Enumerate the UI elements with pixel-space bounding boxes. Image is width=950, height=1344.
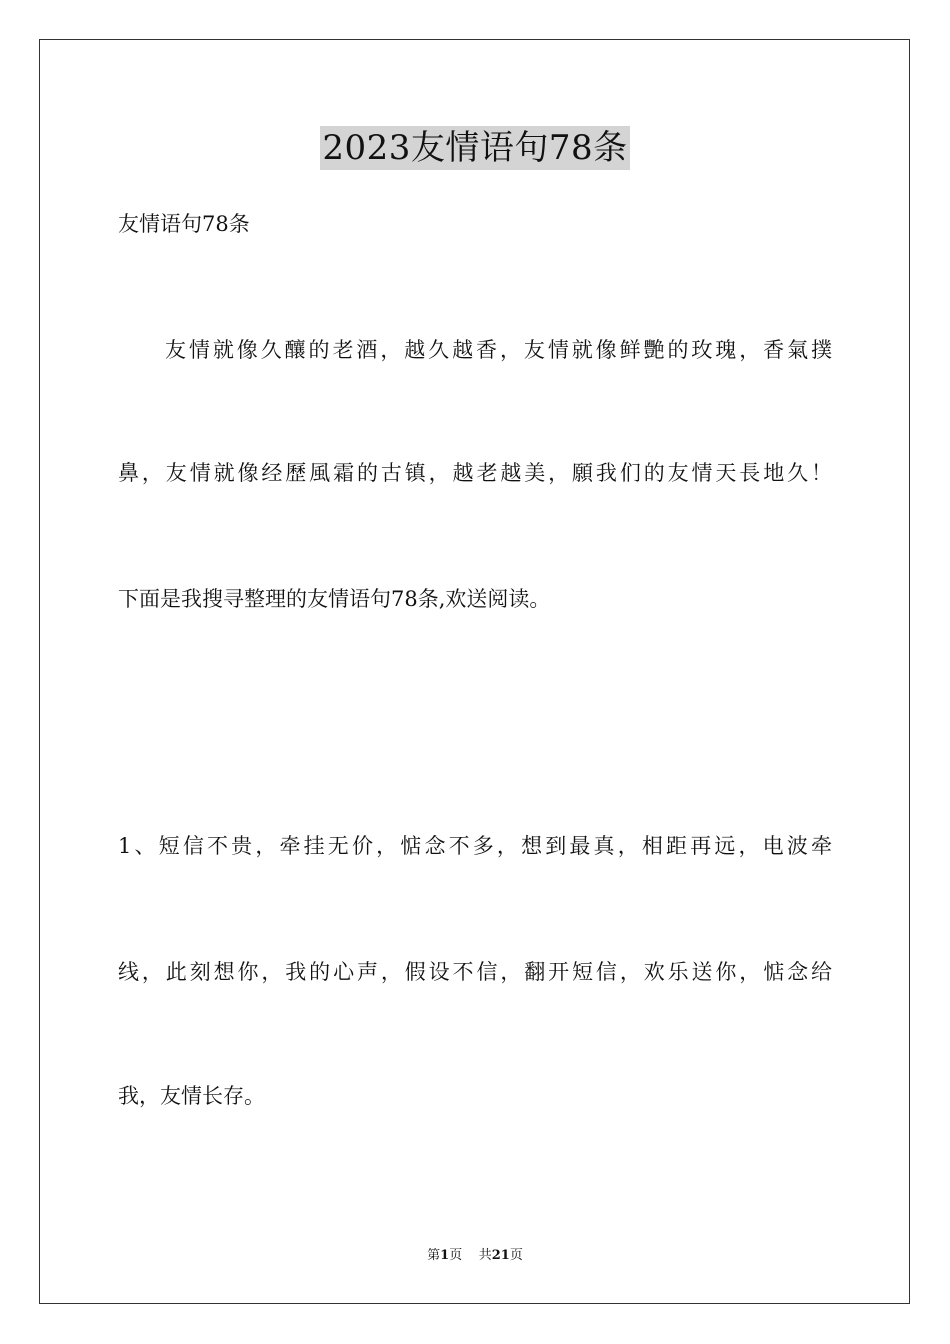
intro-paragraph-line-3: 下面是我搜寻整理的友情语句78条,欢送阅读。 [118,587,551,611]
document-subtitle: 友情语句78条 [118,212,250,236]
item-1-line-2: 线，此刻想你，我的心声，假设不信，翻开短信，欢乐送你，惦念给 [118,960,832,984]
intro-paragraph-line-1: 友情就像久釀的老酒，越久越香，友情就像鲜艷的玫瑰，香氣撲 [165,338,832,362]
footer-page-number: 1 [440,1248,450,1263]
footer-total-prefix: 共 [478,1248,492,1263]
footer-page-prefix: 第 [427,1248,441,1263]
footer-page-suffix: 页 [449,1248,463,1263]
intro-paragraph-line-2: 鼻，友情就像经歷風霜的古镇，越老越美，願我们的友情天長地久！ [118,461,832,485]
footer-total-pages: 21 [491,1248,510,1263]
item-1-line-3: 我，友情长存。 [118,1084,265,1108]
item-1-line-1: 1、短信不贵，牵挂无价，惦念不多，想到最真，相距再远，电波牵 [118,834,832,858]
page-footer [0,1247,950,1265]
footer-total-suffix: 页 [509,1248,523,1263]
document-title: 2023友情语句78条 [322,128,628,168]
document-title-block [0,126,950,170]
